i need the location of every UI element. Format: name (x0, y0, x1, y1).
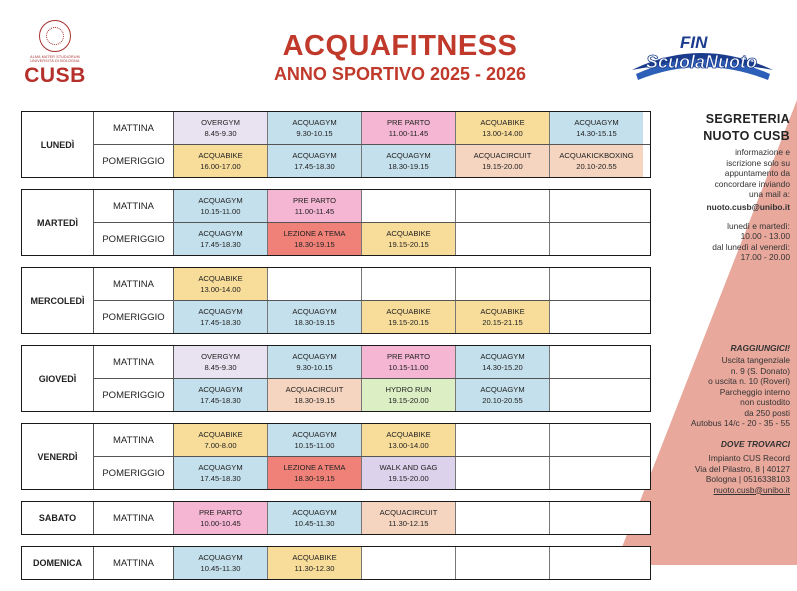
class-slot (362, 346, 456, 378)
empty-slot (456, 268, 550, 300)
period-label: POMERIGGIO (94, 379, 174, 411)
empty-slot (550, 268, 643, 300)
empty-slot (456, 547, 550, 579)
empty-slot (550, 379, 643, 411)
scuolanuoto-text: ScuolaNuoto (646, 52, 757, 72)
class-slot (456, 301, 550, 333)
hours-line: dal lunedì al venerdì: (712, 241, 790, 252)
period-label: MATTINA (94, 268, 174, 300)
schedule-row (94, 378, 650, 411)
class-time: 11.30-12.30 (294, 564, 335, 573)
reach-title: RAGGIUNGICI! (730, 342, 790, 353)
empty-slot (456, 502, 550, 534)
reach-line: da 250 posti (744, 407, 790, 418)
day-name: LUNEDÌ (22, 112, 94, 177)
info-line: iscrizione solo su (726, 157, 790, 168)
day-block (21, 189, 651, 256)
day-block (21, 501, 651, 535)
class-slot (268, 502, 362, 534)
empty-slot (362, 190, 456, 222)
class-name: ACQUACIRCUIT (473, 151, 532, 160)
class-slot (362, 145, 456, 177)
reach-line: n. 9 (S. Donato) (730, 365, 790, 376)
info-line: informazione e (735, 147, 790, 157)
class-time: 13.00-14.00 (388, 441, 429, 450)
cusb-logo (22, 20, 88, 92)
schedule-row (94, 222, 650, 255)
day-rows (94, 346, 650, 411)
find-line: Bologna | 0516338103 (705, 474, 790, 484)
class-slot (550, 112, 643, 144)
class-name: ACQUAGYM (292, 508, 337, 517)
day-rows (94, 190, 650, 255)
period-label: MATTINA (94, 112, 174, 144)
empty-slot (550, 346, 643, 378)
period-label: POMERIGGIO (94, 457, 174, 489)
class-name: PRE PARTO (386, 352, 431, 361)
schedule-row (94, 456, 650, 489)
class-time: 10.45-11.30 (200, 564, 241, 573)
class-name: ACQUABIKE (198, 151, 243, 160)
class-name: ACQUAGYM (198, 196, 243, 205)
class-time: 13.00-14.00 (200, 285, 241, 294)
period-label: MATTINA (94, 502, 174, 534)
page-title: ACQUAFITNESS (282, 30, 518, 62)
class-slot (174, 190, 268, 222)
class-slot (268, 190, 362, 222)
empty-slot (362, 268, 456, 300)
class-name: ACQUAKICKBOXING (559, 151, 634, 160)
period-label: POMERIGGIO (94, 223, 174, 255)
fin-text: FIN (680, 33, 708, 52)
reach-line: o uscita n. 10 (Roveri) (708, 376, 790, 386)
class-time: 8.45-9.30 (204, 129, 237, 138)
class-slot (174, 145, 268, 177)
period-label: POMERIGGIO (94, 145, 174, 177)
class-name: ACQUAGYM (292, 430, 337, 439)
class-time: 20.10-20.55 (576, 162, 617, 171)
class-slot (174, 268, 268, 300)
class-name: ACQUAGYM (292, 118, 337, 127)
find-title: DOVE TROVARCI (720, 438, 790, 449)
class-slot (174, 346, 268, 378)
class-name: PRE PARTO (292, 196, 337, 205)
class-name: ACQUAGYM (480, 385, 525, 394)
day-name: DOMENICA (22, 547, 94, 579)
class-time: 19.15-20.15 (388, 240, 429, 249)
class-time: 9.30-10.15 (296, 129, 333, 138)
day-rows (94, 547, 650, 579)
empty-slot (550, 301, 643, 333)
class-time: 14.30-15.15 (576, 129, 617, 138)
schedule-row (94, 112, 650, 144)
class-name: ACQUACIRCUIT (285, 385, 344, 394)
class-name: ACQUAGYM (198, 307, 243, 316)
schedule-table (21, 111, 651, 591)
day-name: MERCOLEDÌ (22, 268, 94, 333)
schedule-row (94, 268, 650, 300)
class-slot (362, 379, 456, 411)
cusb-logo-text: CUSB (24, 64, 86, 87)
class-slot (362, 223, 456, 255)
class-slot (362, 457, 456, 489)
class-slot (362, 502, 456, 534)
reach-line: Parcheggio interno (719, 386, 790, 397)
email-link-2[interactable]: nuoto.cusb@unibo.it (713, 484, 790, 495)
class-name: ACQUAGYM (292, 151, 337, 160)
empty-slot (550, 223, 643, 255)
class-name: PRE PARTO (198, 508, 243, 517)
class-name: ACQUABIKE (198, 274, 243, 283)
segreteria-title-line1: SEGRETERIA (705, 112, 790, 126)
class-name: ACQUABIKE (386, 307, 431, 316)
class-time: 20.15-21.15 (482, 318, 523, 327)
class-time: 14.30-15.20 (482, 363, 523, 372)
day-rows (94, 424, 650, 489)
day-name: MARTEDÌ (22, 190, 94, 255)
class-name: LEZIONE A TEMA (283, 229, 346, 238)
day-name: VENERDÌ (22, 424, 94, 489)
class-slot (268, 379, 362, 411)
empty-slot (456, 223, 550, 255)
class-time: 11.00-11.45 (294, 207, 335, 216)
empty-slot (268, 268, 362, 300)
day-block (21, 111, 651, 178)
info-line: appuntamento da (724, 168, 790, 178)
class-time: 19.15-20.00 (388, 396, 429, 405)
class-time: 19.15-20.00 (482, 162, 523, 171)
class-time: 18.30-19.15 (294, 474, 335, 483)
period-label: MATTINA (94, 547, 174, 579)
class-time: 9.30-10.15 (296, 363, 333, 372)
schedule-row (94, 346, 650, 378)
class-name: ACQUAGYM (198, 553, 243, 562)
class-slot (268, 424, 362, 456)
class-name: ACQUAGYM (386, 151, 431, 160)
class-slot (174, 112, 268, 144)
class-time: 10.15-11.00 (388, 363, 429, 372)
class-slot (456, 379, 550, 411)
class-name: HYDRO RUN (385, 385, 432, 394)
class-time: 17.45-18.30 (200, 474, 241, 483)
class-time: 8.45-9.30 (204, 363, 237, 372)
class-name: ACQUABIKE (386, 229, 431, 238)
class-time: 18.30-19.15 (294, 240, 335, 249)
class-time: 18.30-19.15 (294, 396, 335, 405)
find-line: Impianto CUS Record (708, 453, 790, 463)
schedule-row (94, 547, 650, 579)
class-time: 10.15-11.00 (200, 207, 241, 216)
class-slot (362, 112, 456, 144)
class-time: 17.45-18.30 (200, 318, 241, 327)
class-time: 18.30-19.15 (388, 162, 429, 171)
class-slot (268, 547, 362, 579)
class-name: LEZIONE A TEMA (283, 463, 346, 472)
schedule-row (94, 144, 650, 177)
day-block (21, 546, 651, 580)
reach-line: non custodito (740, 397, 790, 407)
class-time: 11.30-12.15 (388, 519, 429, 528)
segreteria-title-line2: NUOTO CUSB (703, 129, 790, 143)
day-block (21, 345, 651, 412)
day-name: GIOVEDÌ (22, 346, 94, 411)
empty-slot (550, 190, 643, 222)
info-line: una mail a: (749, 189, 790, 199)
schedule-row (94, 424, 650, 456)
federale-text: FEDERALE (692, 72, 728, 79)
class-name: ACQUAGYM (480, 352, 525, 361)
find-line: Via del Pilastro, 8 | 40127 (694, 463, 790, 474)
class-name: ACQUAGYM (198, 229, 243, 238)
class-slot (456, 346, 550, 378)
empty-slot (362, 547, 456, 579)
class-name: OVERGYM (201, 118, 240, 127)
class-time: 10.45-11.30 (294, 519, 335, 528)
empty-slot (550, 457, 643, 489)
class-slot (268, 223, 362, 255)
empty-slot (456, 190, 550, 222)
class-name: ACQUAGYM (574, 118, 619, 127)
class-slot (174, 223, 268, 255)
class-slot (456, 112, 550, 144)
day-rows (94, 268, 650, 333)
class-name: OVERGYM (201, 352, 240, 361)
hours-text (660, 221, 790, 263)
university-name: ALMA MATER STUDIORUM UNIVERSITÀ DI BOLOGNA (30, 55, 80, 63)
class-name: ACQUAGYM (292, 352, 337, 361)
day-rows (94, 502, 650, 534)
schedule-row (94, 190, 650, 222)
segreteria-title (660, 111, 790, 145)
hours-line: lunedì e martedì: (727, 220, 790, 231)
class-time: 16.00-17.00 (200, 162, 241, 171)
class-slot (174, 424, 268, 456)
class-time: 10.15-11.00 (294, 441, 335, 450)
hours-line: 17.00 - 20.00 (740, 252, 790, 262)
day-block (21, 423, 651, 490)
page-subtitle: ANNO SPORTIVO 2025 - 2026 (273, 64, 527, 84)
class-slot (362, 424, 456, 456)
class-time: 20.10-20.55 (482, 396, 523, 405)
period-label: MATTINA (94, 346, 174, 378)
reach-line: Autobus 14/c - 20 - 35 - 55 (690, 418, 790, 428)
class-time: 10.00-10.45 (200, 519, 241, 528)
email-link[interactable]: nuoto.cusb@unibo.it (706, 201, 790, 212)
class-slot (550, 145, 643, 177)
class-time: 18.30-19.15 (294, 318, 335, 327)
reach-line: Uscita tangenziale (721, 355, 790, 365)
class-slot (268, 457, 362, 489)
class-time: 17.45-18.30 (294, 162, 335, 171)
hours-line: 10.00 - 13.00 (740, 231, 790, 241)
fin-scuola-nuoto-logo (630, 30, 775, 88)
empty-slot (456, 457, 550, 489)
reach-section (660, 343, 790, 429)
class-time: 19.15-20.15 (388, 318, 429, 327)
info-text (660, 147, 790, 200)
class-name: ACQUABIKE (198, 430, 243, 439)
day-block (21, 267, 651, 334)
empty-slot (456, 424, 550, 456)
class-time: 17.45-18.30 (200, 396, 241, 405)
class-name: ACQUAGYM (198, 463, 243, 472)
class-name: ACQUABIKE (386, 430, 431, 439)
class-slot (268, 301, 362, 333)
university-seal-icon (39, 20, 71, 52)
empty-slot (550, 502, 643, 534)
schedule-row (94, 300, 650, 333)
class-slot (174, 301, 268, 333)
day-name: SABATO (22, 502, 94, 534)
class-time: 19.15-20.00 (388, 474, 429, 483)
class-name: ACQUAGYM (198, 385, 243, 394)
empty-slot (550, 547, 643, 579)
day-rows (94, 112, 650, 177)
schedule-row (94, 502, 650, 534)
find-section (660, 439, 790, 495)
class-name: ACQUACIRCUIT (379, 508, 438, 517)
sidebar-info (660, 111, 790, 495)
class-name: WALK AND GAG (379, 463, 438, 472)
class-name: ACQUABIKE (480, 118, 525, 127)
class-time: 13.00-14.00 (482, 129, 523, 138)
class-name: PRE PARTO (386, 118, 431, 127)
class-slot (174, 547, 268, 579)
class-slot (268, 145, 362, 177)
empty-slot (550, 424, 643, 456)
info-line: concordare inviando (714, 178, 790, 189)
class-slot (268, 112, 362, 144)
period-label: MATTINA (94, 190, 174, 222)
class-time: 17.45-18.30 (200, 240, 241, 249)
class-name: ACQUAGYM (292, 307, 337, 316)
class-slot (456, 145, 550, 177)
class-slot (174, 457, 268, 489)
class-time: 7.00-8.00 (204, 441, 237, 450)
class-slot (174, 502, 268, 534)
class-name: ACQUABIKE (292, 553, 337, 562)
class-slot (174, 379, 268, 411)
period-label: MATTINA (94, 424, 174, 456)
class-slot (268, 346, 362, 378)
class-time: 11.00-11.45 (388, 129, 429, 138)
class-slot (362, 301, 456, 333)
class-name: ACQUABIKE (480, 307, 525, 316)
period-label: POMERIGGIO (94, 301, 174, 333)
